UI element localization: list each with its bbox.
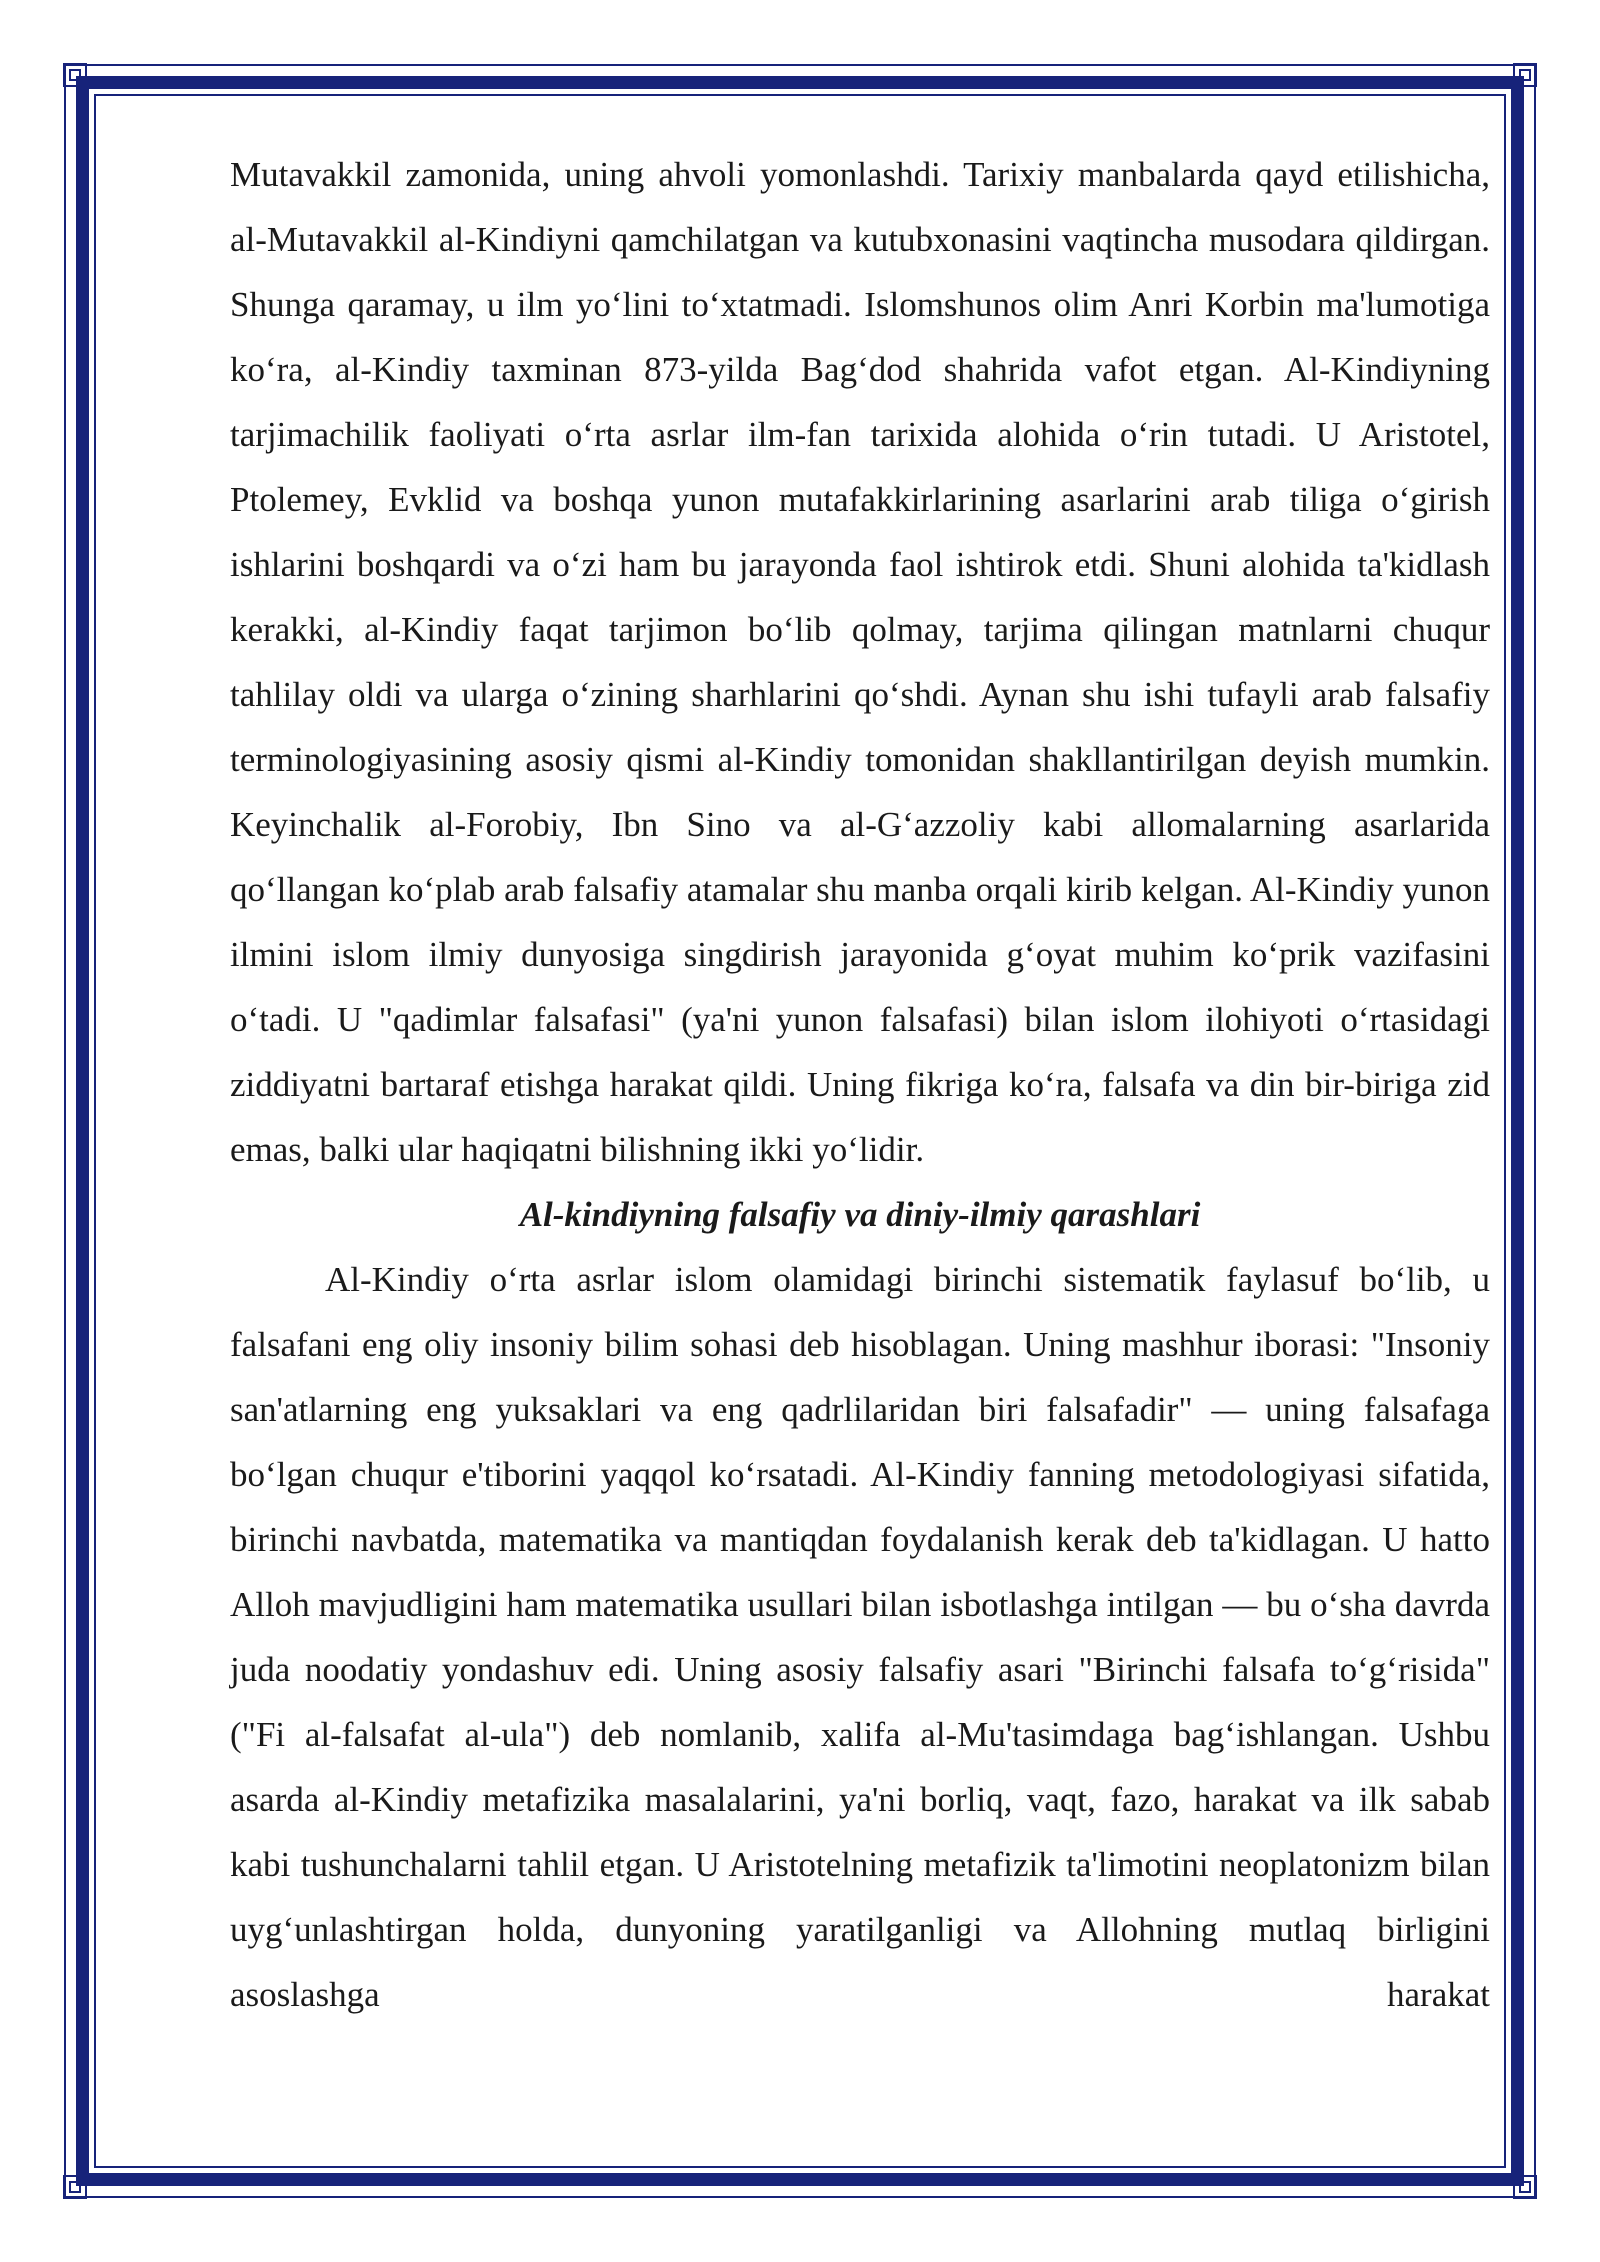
corner-ornament-icon — [60, 2162, 100, 2202]
body-paragraph: Mutavakkil zamonida, uning ahvoli yomonlashdi. Tarixiy manbalarda qayd etilishicha, al-Mutavakkil al-Kindiyni qamchilatgan va kutubxonasini vaqtincha musodara qildirgan. Shunga qaramay, u ilm yo‘lini to‘xtatmadi. Islomshunos olim Anri Korbin ma'lumotiga ko‘ra, al-Kindiy taxminan 873-yilda Bag‘dod shahrida vafot etgan. Al-Kindiyning tarjimachilik faoliyati o‘rta asrlar ilm-fan tarixida alohida o‘rin tutadi. U Aristotel, Ptolemey, Evklid va boshqa yunon mutafakkirlarining asarlarini arab tiliga o‘girish ishlarini boshqardi va o‘zi ham bu jarayonda faol ishtirok etdi. Shuni alohida ta'kidlash kerakki, al-Kindiy faqat tarjimon bo‘lib qolmay, tarjima qilingan matnlarni chuqur tahlilay oldi va ularga o‘zining sharhlarini qo‘shdi. Aynan shu ishi tufayli arab falsafiy terminologiyasining asosiy qismi al-Kindiy tomonidan shakllantirilgan deyish mumkin. Keyinchalik al-Forobiy, Ibn Sino va al-G‘azzoliy kabi allomalarning asarlarida qo‘llangan ko‘plab arab falsafiy atamalar shu manba orqali kirib kelgan. Al-Kindiy yunon ilmini islom ilmiy dunyosiga singdirish jarayonida g‘oyat muhim ko‘prik vazifasini o‘tadi. U "qadimlar falsafasi" (ya'ni yunon falsafasi) bilan islom ilohiyoti o‘rtasidagi ziddiyatni bartaraf etishga harakat qildi. Uning fikriga ko‘ra, falsafa va din bir-biriga zid emas, balki ular haqiqatni bilishning ikki yo‘lidir. — [230, 155, 1490, 1169]
section-heading: Al-kindiyning falsafiy va diniy-ilmiy qarashlari — [519, 1195, 1201, 1234]
corner-ornament-icon — [1500, 2162, 1540, 2202]
corner-ornament-icon — [60, 60, 100, 100]
corner-ornament-icon — [1500, 60, 1540, 100]
body-paragraph: Al-Kindiy o‘rta asrlar islom olamidagi birinchi sistematik faylasuf bo‘lib, u falsafani eng oliy insoniy bilim sohasi deb hisoblagan. Uning mashhur iborasi: "Insoniy san'atlarning eng yuksaklari va eng qadrlilaridan biri falsafadir" — uning falsafaga bo‘lgan chuqur e'tiborini yaqqol ko‘rsatadi. Al-Kindiy fanning metodologiyasi sifatida, birinchi navbatda, matematika va mantiqdan foydalanish kerak deb ta'kidlagan. U hatto Alloh mavjudligini ham matematika usullari bilan isbotlashga intilgan — bu o‘sha davrda juda noodatiy yondashuv edi. Uning asosiy falsafiy asari "Birinchi falsafa to‘g‘risida" ("Fi al-falsafat al-ula") deb nomlanib, xalifa al-Mu'tasimdaga bag‘ishlangan. Ushbu asarda al-Kindiy metafizika masalalarini, ya'ni borliq, vaqt, fazo, harakat va ilk sabab kabi tushunchalarni tahlil etgan. U Aristotelning metafizik ta'limotini neoplatonizm bilan uyg‘unlashtirgan holda, dunyoning yaratilganligi va Allohning mutlaq birligini asoslashga harakat — [230, 1260, 1490, 2014]
document-body — [230, 142, 1490, 2027]
